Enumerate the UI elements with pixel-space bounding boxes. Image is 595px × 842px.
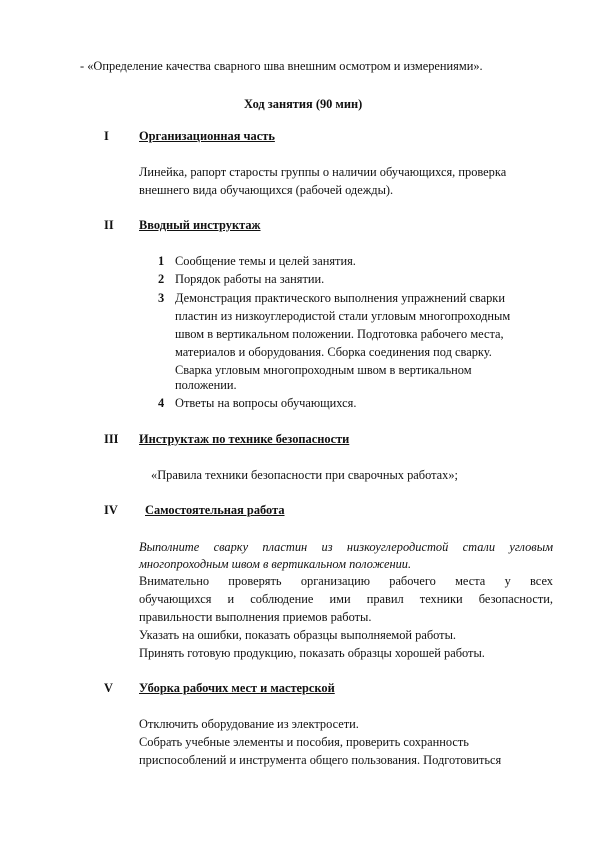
section-title: Инструктаж по технике безопасности xyxy=(139,432,350,446)
paragraph-line: обучающихся и соблюдение ими правил техники безопасности, xyxy=(139,592,553,606)
paragraph-line: Отключить оборудование из электросети. xyxy=(139,717,359,731)
paragraph-line: внешнего вида обучающихся (рабочей одежды). xyxy=(139,183,394,197)
section-numeral: I xyxy=(104,129,109,143)
section-numeral: IV xyxy=(104,503,118,517)
list-item-line: материалов и оборудования. Сборка соединения под сварку. xyxy=(175,345,492,359)
task-line: многопроходным швом в вертикальном положении. xyxy=(139,557,412,571)
section-title: Вводный инструктаж xyxy=(139,218,261,232)
section-numeral: II xyxy=(104,218,114,232)
section-numeral: III xyxy=(104,432,119,446)
list-item-line: швом в вертикальном положении. Подготовка рабочего места, xyxy=(175,327,504,341)
list-item-line: Сварка угловым многопроходным швом в вертикальном xyxy=(175,363,472,377)
paragraph-line: «Правила техники безопасности при сварочных работах»; xyxy=(151,468,458,482)
lesson-topic: - «Определение качества сварного шва внешним осмотром и измерениями». xyxy=(80,59,483,73)
list-item-line: положении. xyxy=(175,378,237,392)
section-numeral: V xyxy=(104,681,113,695)
list-number: 4 xyxy=(158,396,165,410)
list-item: Демонстрация практического выполнения упражнений сварки xyxy=(175,291,505,305)
list-number: 3 xyxy=(158,291,165,305)
paragraph-line: приспособлений и инструмента общего пользования. Подготовиться xyxy=(139,753,502,767)
paragraph-line: Указать на ошибки, показать образцы выполняемой работы. xyxy=(139,628,457,642)
list-item: Сообщение темы и целей занятия. xyxy=(175,254,356,268)
paragraph-line: Внимательно проверять организацию рабочего места у всех xyxy=(139,574,553,588)
section-title: Самостоятельная работа xyxy=(145,503,285,517)
list-number: 1 xyxy=(158,254,165,268)
paragraph-line: Принять готовую продукцию, показать образцы хорошей работы. xyxy=(139,646,485,660)
list-item: Ответы на вопросы обучающихся. xyxy=(175,396,357,410)
lesson-plan-title: Ход занятия (90 мин) xyxy=(244,97,363,111)
list-number: 2 xyxy=(158,272,165,286)
list-item-line: пластин из низкоуглеродистой стали угловым многопроходным xyxy=(175,309,511,323)
task-line: Выполните сварку пластин из низкоуглеродистой стали угловым xyxy=(139,540,553,554)
paragraph-line: Линейка, рапорт старосты группы о наличии обучающихся, проверка xyxy=(139,165,507,179)
list-item: Порядок работы на занятии. xyxy=(175,272,325,286)
paragraph-line: правильности выполнения приемов работы. xyxy=(139,610,372,624)
section-title: Уборка рабочих мест и мастерской xyxy=(139,681,335,695)
paragraph-line: Собрать учебные элементы и пособия, проверить сохранность xyxy=(139,735,469,749)
section-title: Организационная часть xyxy=(139,129,275,143)
